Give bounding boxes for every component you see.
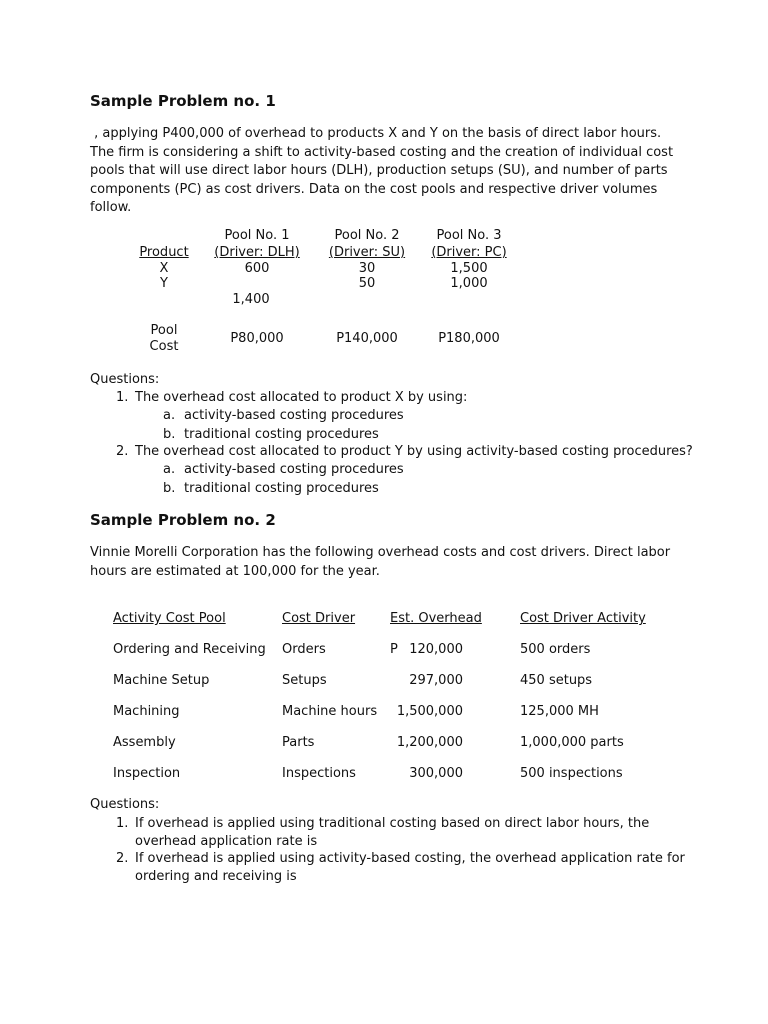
question-text: If overhead is applied using traditional costing based on direct labor hours, the [135, 816, 650, 831]
pool-3-cost: P180,000 [438, 331, 500, 346]
pool-1-x: 600 [244, 261, 270, 276]
pool-3-x: 1,500 [450, 261, 488, 276]
column-header: Cost Driver [282, 611, 356, 626]
question-number: 1. [116, 816, 129, 831]
pool-1-y: 1,400 [232, 292, 270, 307]
sub-letter: a. [163, 462, 176, 477]
question-text: If overhead is applied using activity-based costing, the overhead application rate for [135, 851, 685, 866]
pool-2-x: 30 [358, 261, 376, 276]
question-number: 2. [116, 444, 129, 459]
problem-2-title: Sample Problem no. 2 [90, 511, 276, 529]
problem-1-title: Sample Problem no. 1 [90, 92, 276, 110]
product-header: Product [139, 245, 189, 260]
intro-line: components (PC) as cost drivers. Data on the cost pools and respective driver volumes [90, 181, 658, 197]
intro-line: The firm is considering a shift to activity-based costing and the creation of individual cost [90, 144, 674, 160]
sub-letter: b. [163, 481, 176, 496]
pool-2-cost: P140,000 [336, 331, 398, 346]
problem-2-intro [90, 544, 678, 581]
column-header: Activity Cost Pool [113, 611, 226, 626]
sub-text: traditional costing procedures [184, 427, 379, 442]
intro-line: , applying P400,000 of overhead to products X and Y on the basis of direct labor hours. [90, 126, 662, 141]
question-text: The overhead cost allocated to product Y by using activity-based costing procedures? [135, 444, 693, 459]
pool-3-y: 1,000 [450, 276, 488, 291]
pool-1-name: Pool No. 1 [224, 228, 290, 243]
pool-2-driver: (Driver: SU) [328, 245, 406, 260]
question-number: 2. [116, 851, 129, 866]
pool-3-name: Pool No. 3 [436, 228, 502, 243]
intro-line: pools that will use direct labor hours (DLH), production setups (SU), and number of parts [90, 163, 668, 178]
question-text: overhead application rate is [135, 834, 318, 849]
row-y-label: Y [160, 276, 168, 291]
sub-text: activity-based costing procedures [184, 462, 404, 477]
pool-cost-label: Pool Cost [149, 323, 179, 354]
intro-line: follow. [90, 200, 132, 215]
sub-text: traditional costing procedures [184, 481, 379, 496]
sub-letter: a. [163, 408, 176, 423]
pool-1-driver: (Driver: DLH) [214, 245, 300, 260]
problem-1-intro [90, 125, 678, 218]
intro-line: Vinnie Morelli Corporation has the following overhead costs and cost drivers. Direct labor [90, 545, 671, 560]
questions-label: Questions: [90, 372, 160, 387]
intro-line: hours are estimated at 100,000 for the year. [90, 563, 380, 579]
question-text: ordering and receiving is [135, 869, 297, 884]
pool-3-driver: (Driver: PC) [431, 245, 507, 260]
pool-1-cost: P80,000 [230, 331, 284, 346]
question-text: The overhead cost allocated to product X by using: [135, 390, 468, 405]
question-number: 1. [116, 390, 129, 405]
pool-2-y: 50 [358, 276, 376, 291]
sub-text: activity-based costing procedures [184, 408, 404, 423]
column-header: Est. Overhead [390, 611, 482, 626]
column-header: Cost Driver Activity [520, 611, 646, 626]
row-x-label: X [159, 261, 169, 276]
pool-2-name: Pool No. 2 [334, 228, 400, 243]
questions-label: Questions: [90, 797, 160, 812]
sub-letter: b. [163, 427, 176, 442]
